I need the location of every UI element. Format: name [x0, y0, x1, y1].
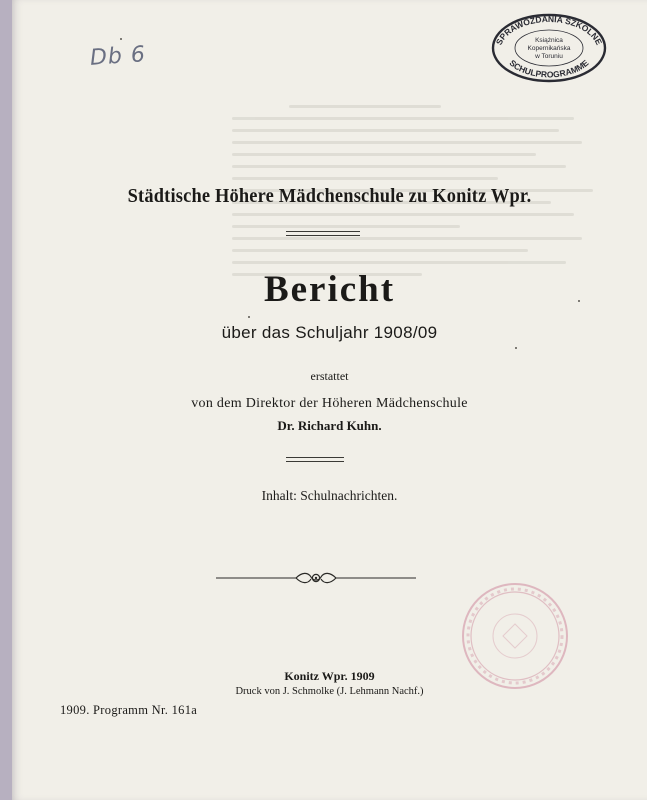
director-name: Dr. Richard Kuhn.: [277, 418, 382, 433]
library-stamp: [490, 12, 608, 84]
divider-double-rule: [286, 231, 360, 236]
school-title: Städtische Höhere Mädchenschule zu Konitz Wpr.: [127, 185, 532, 207]
ornament-divider: [216, 568, 416, 588]
divider-double-rule-2: [286, 457, 344, 462]
submitted-label: erstattet: [310, 369, 349, 383]
paper-speck: [515, 347, 517, 349]
contents-line: Inhalt: Schulnachrichten.: [261, 488, 398, 503]
document-page: [12, 0, 647, 800]
stamp-arc-bottom: SCHULPROGRAMME: [507, 57, 591, 80]
program-number: 1909. Programm Nr. 161a: [60, 703, 198, 717]
stamp-line-1: Książnica: [535, 37, 563, 44]
handwritten-shelfmark: Db 6: [89, 42, 147, 71]
paper-speck: [578, 300, 580, 302]
stamp-arc-top: SPRAWOZDANIA SZKOLNE: [493, 13, 605, 47]
printer-line: Druck von J. Schmolke (J. Lehmann Nachf.): [235, 686, 424, 697]
stamp-line-2: Kopernikańska: [527, 45, 571, 52]
school-year: über das Schuljahr 1908/09: [221, 323, 438, 342]
place-year: Konitz Wpr. 1909: [284, 669, 375, 683]
paper-speck: [120, 38, 122, 40]
director-line: von dem Direktor der Höheren Mädchenschule: [191, 396, 468, 411]
report-title: Bericht: [263, 269, 396, 310]
paper-speck: [248, 316, 250, 318]
stamp-line-3: w Toruniu: [535, 53, 563, 60]
